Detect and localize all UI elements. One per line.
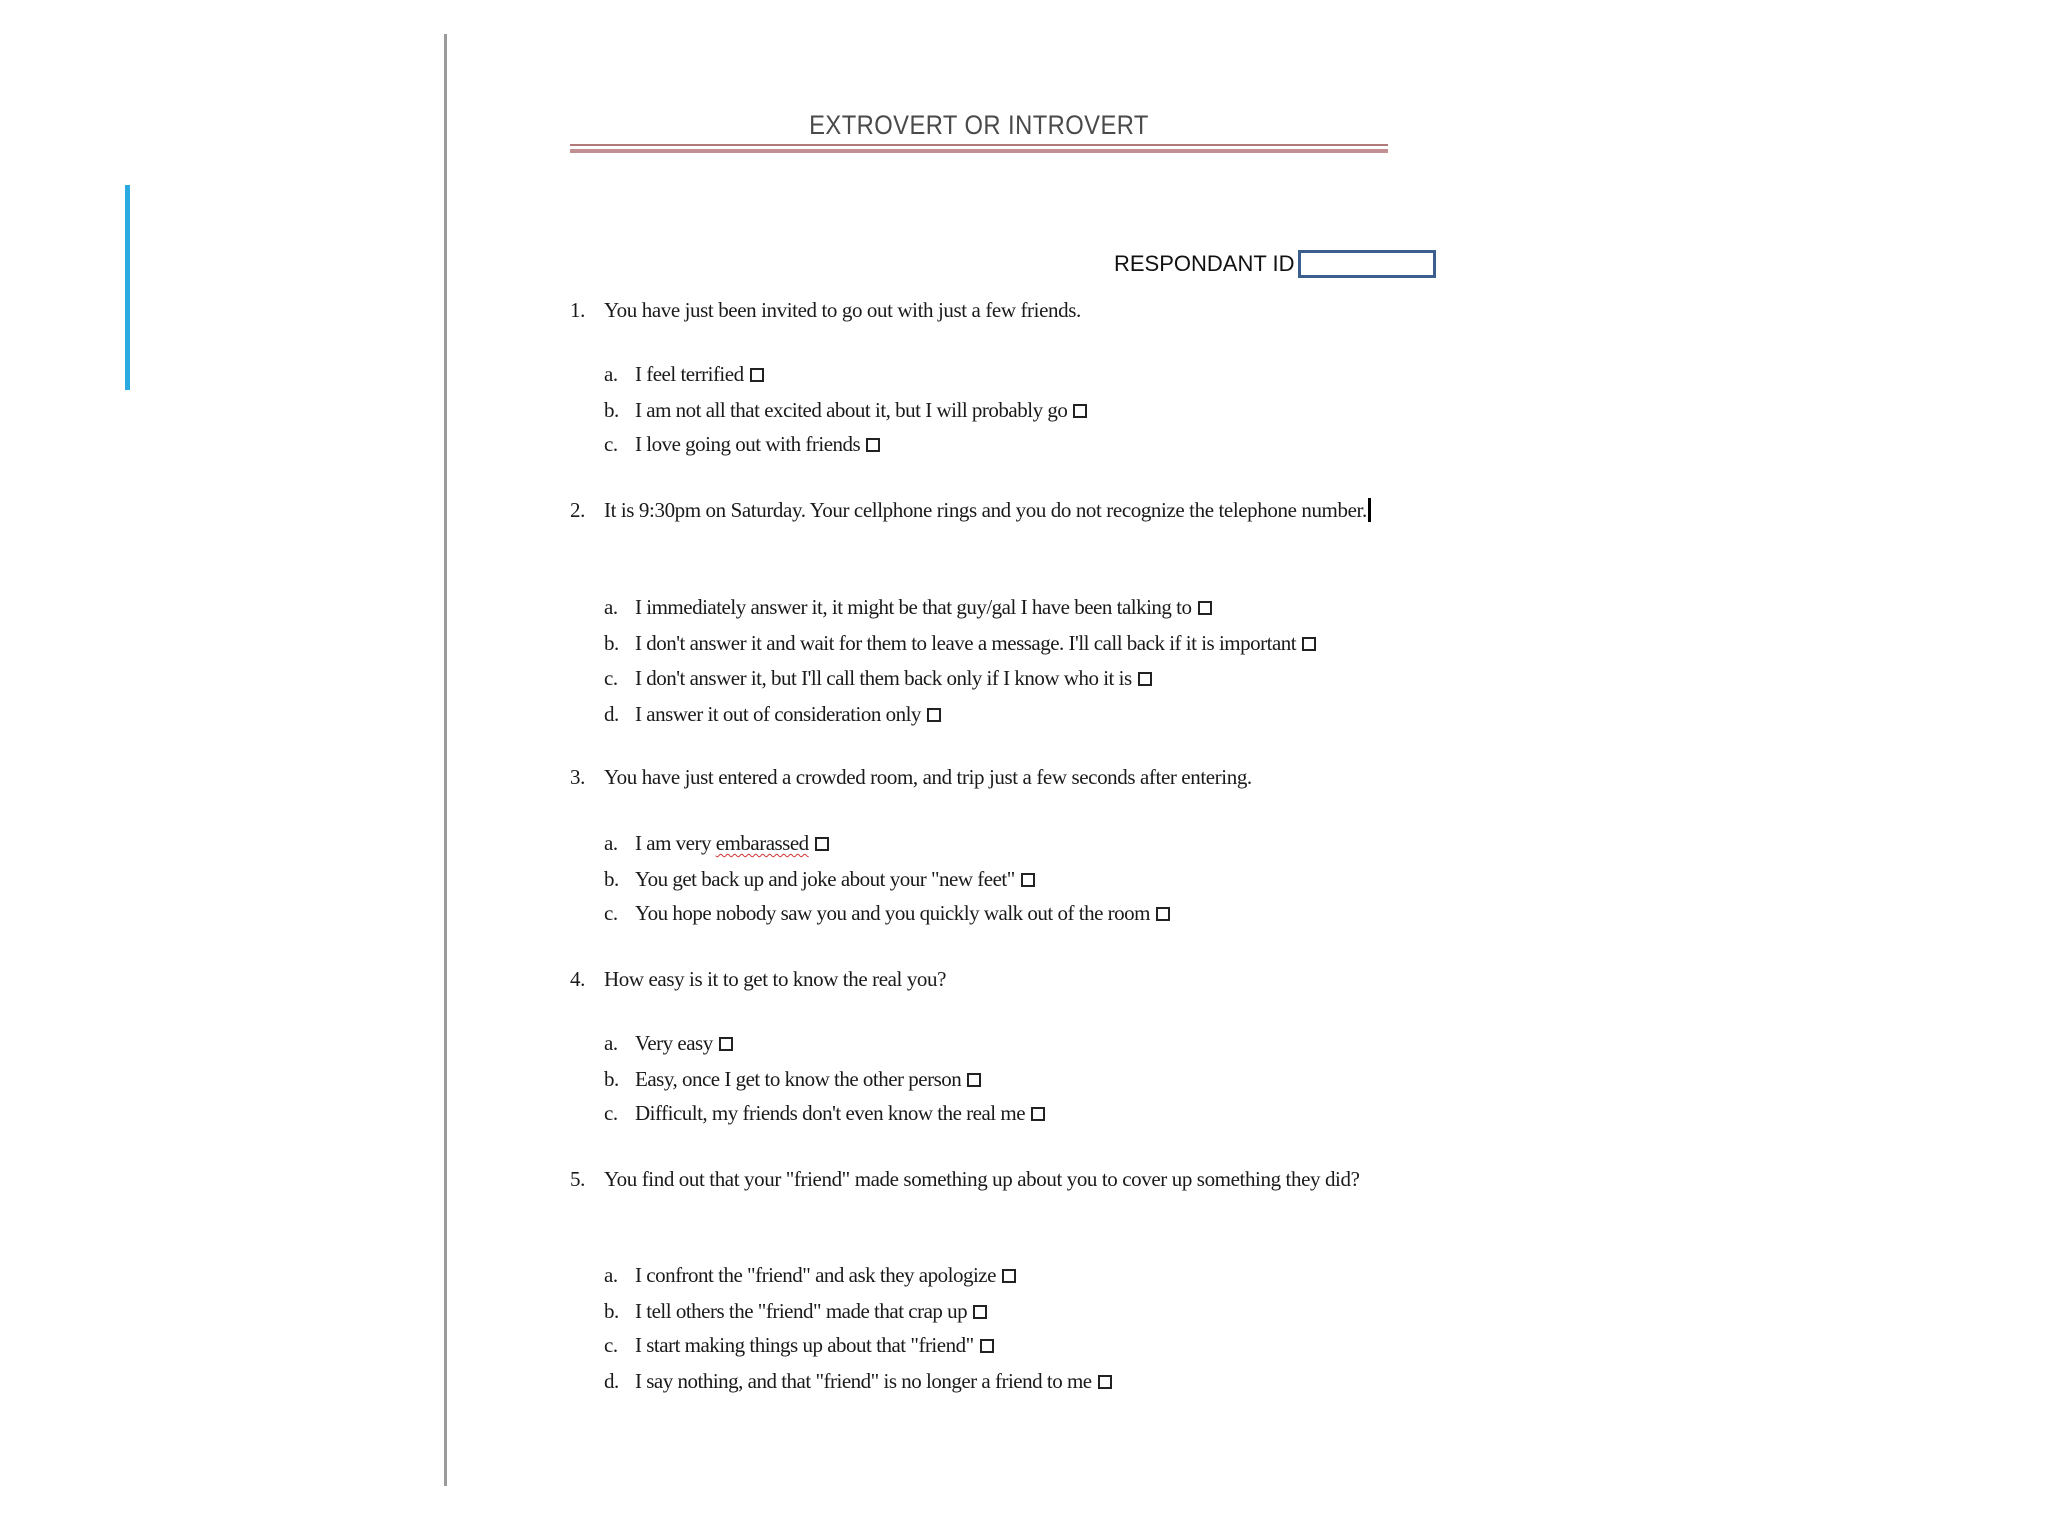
option-text: I immediately answer it, it might be that guy/gal I have been talking to xyxy=(635,595,1192,619)
option-letter: c. xyxy=(604,1101,618,1125)
question-number: 5. xyxy=(570,1167,585,1191)
option-letter: d. xyxy=(604,1369,619,1393)
answer-checkbox[interactable] xyxy=(1138,672,1152,686)
question-number: 2. xyxy=(570,498,585,522)
question-text: You have just been invited to go out with just a few friends. xyxy=(604,298,1081,322)
option-text: I feel terrified xyxy=(635,362,744,386)
option-letter: a. xyxy=(604,1031,618,1055)
text-cursor xyxy=(1368,498,1371,522)
question-4 xyxy=(570,963,1390,995)
answer-checkbox[interactable] xyxy=(1156,907,1170,921)
answer-checkbox[interactable] xyxy=(1098,1375,1112,1389)
option-letter: b. xyxy=(604,867,619,891)
option-3b xyxy=(604,863,1404,895)
option-text: I don't answer it, but I'll call them back only if I know who it is xyxy=(635,666,1132,690)
option-1a xyxy=(604,358,1404,390)
answer-checkbox[interactable] xyxy=(1302,637,1316,651)
title-rule xyxy=(570,144,1388,146)
option-text: I am very xyxy=(635,831,716,855)
option-letter: a. xyxy=(604,595,618,619)
option-text: You hope nobody saw you and you quickly walk out of the room xyxy=(635,901,1150,925)
option-letter: b. xyxy=(604,631,619,655)
option-letter: b. xyxy=(604,1067,619,1091)
option-3a xyxy=(604,827,1404,859)
option-4b xyxy=(604,1063,1404,1095)
question-number: 1. xyxy=(570,298,585,322)
option-2c xyxy=(604,662,1404,694)
option-letter: c. xyxy=(604,901,618,925)
questionnaire-document xyxy=(570,100,1470,1420)
answer-checkbox[interactable] xyxy=(866,438,880,452)
option-text: I tell others the "friend" made that crap up xyxy=(635,1299,968,1323)
question-1 xyxy=(570,294,1390,326)
option-5d xyxy=(604,1365,1404,1397)
option-text: I love going out with friends xyxy=(635,432,861,456)
option-letter: a. xyxy=(604,1263,618,1287)
answer-checkbox[interactable] xyxy=(1198,601,1212,615)
question-5 xyxy=(570,1163,1370,1195)
title-rule-double xyxy=(570,149,1388,153)
option-letter: a. xyxy=(604,362,618,386)
respondant-id-field[interactable] xyxy=(1298,250,1436,278)
question-3 xyxy=(570,761,1390,793)
option-letter: d. xyxy=(604,702,619,726)
vertical-divider xyxy=(444,34,447,1486)
option-5a xyxy=(604,1259,1404,1291)
option-text: I say nothing, and that "friend" is no longer a friend to me xyxy=(635,1369,1092,1393)
question-text: It is 9:30pm on Saturday. Your cellphone rings and you do not recognize the telephone number. xyxy=(604,498,1367,522)
option-letter: c. xyxy=(604,666,618,690)
option-4a xyxy=(604,1027,1404,1059)
option-letter: a. xyxy=(604,831,618,855)
option-text: I don't answer it and wait for them to leave a message. I'll call back if it is important xyxy=(635,631,1297,655)
option-2a xyxy=(604,591,1404,623)
option-3c xyxy=(604,897,1404,929)
option-letter: b. xyxy=(604,1299,619,1323)
respondant-id-label: RESPONDANT ID xyxy=(1114,251,1295,276)
option-1c xyxy=(604,428,1404,460)
answer-checkbox[interactable] xyxy=(1002,1269,1016,1283)
option-5b xyxy=(604,1295,1404,1327)
answer-checkbox[interactable] xyxy=(1073,404,1087,418)
question-number: 4. xyxy=(570,967,585,991)
option-1b xyxy=(604,394,1404,426)
answer-checkbox[interactable] xyxy=(1021,873,1035,887)
option-text: Very easy xyxy=(635,1031,713,1055)
question-text: How easy is it to get to know the real you? xyxy=(604,967,947,991)
option-text: I am not all that excited about it, but I will probably go xyxy=(635,398,1068,422)
question-2 xyxy=(570,494,1390,526)
answer-checkbox[interactable] xyxy=(980,1339,994,1353)
document-title: EXTROVERT OR INTROVERT xyxy=(809,110,1149,140)
answer-checkbox[interactable] xyxy=(815,837,829,851)
option-text: I confront the "friend" and ask they apologize xyxy=(635,1263,996,1287)
answer-checkbox[interactable] xyxy=(927,708,941,722)
answer-checkbox[interactable] xyxy=(967,1073,981,1087)
option-text: You get back up and joke about your "new feet" xyxy=(635,867,1015,891)
option-2d xyxy=(604,698,1404,730)
option-text: I start making things up about that "friend" xyxy=(635,1333,974,1357)
option-letter: b. xyxy=(604,398,619,422)
answer-checkbox[interactable] xyxy=(719,1037,733,1051)
spellcheck-word: embarassed xyxy=(715,831,809,855)
question-text: You find out that your "friend" made something up about you to cover up something they did? xyxy=(604,1167,1360,1191)
option-text: Difficult, my friends don't even know the real me xyxy=(635,1101,1026,1125)
option-2b xyxy=(604,627,1404,659)
option-letter: c. xyxy=(604,1333,618,1357)
option-5c xyxy=(604,1329,1404,1361)
respondant-id-row xyxy=(1114,246,1436,282)
option-4c xyxy=(604,1097,1404,1129)
option-text: Easy, once I get to know the other person xyxy=(635,1067,962,1091)
answer-checkbox[interactable] xyxy=(1031,1107,1045,1121)
option-letter: c. xyxy=(604,432,618,456)
answer-checkbox[interactable] xyxy=(973,1305,987,1319)
answer-checkbox[interactable] xyxy=(750,368,764,382)
option-text: I answer it out of consideration only xyxy=(635,702,921,726)
question-number: 3. xyxy=(570,765,585,789)
slide-accent-bar xyxy=(125,185,130,390)
question-text: You have just entered a crowded room, and trip just a few seconds after entering. xyxy=(604,765,1252,789)
